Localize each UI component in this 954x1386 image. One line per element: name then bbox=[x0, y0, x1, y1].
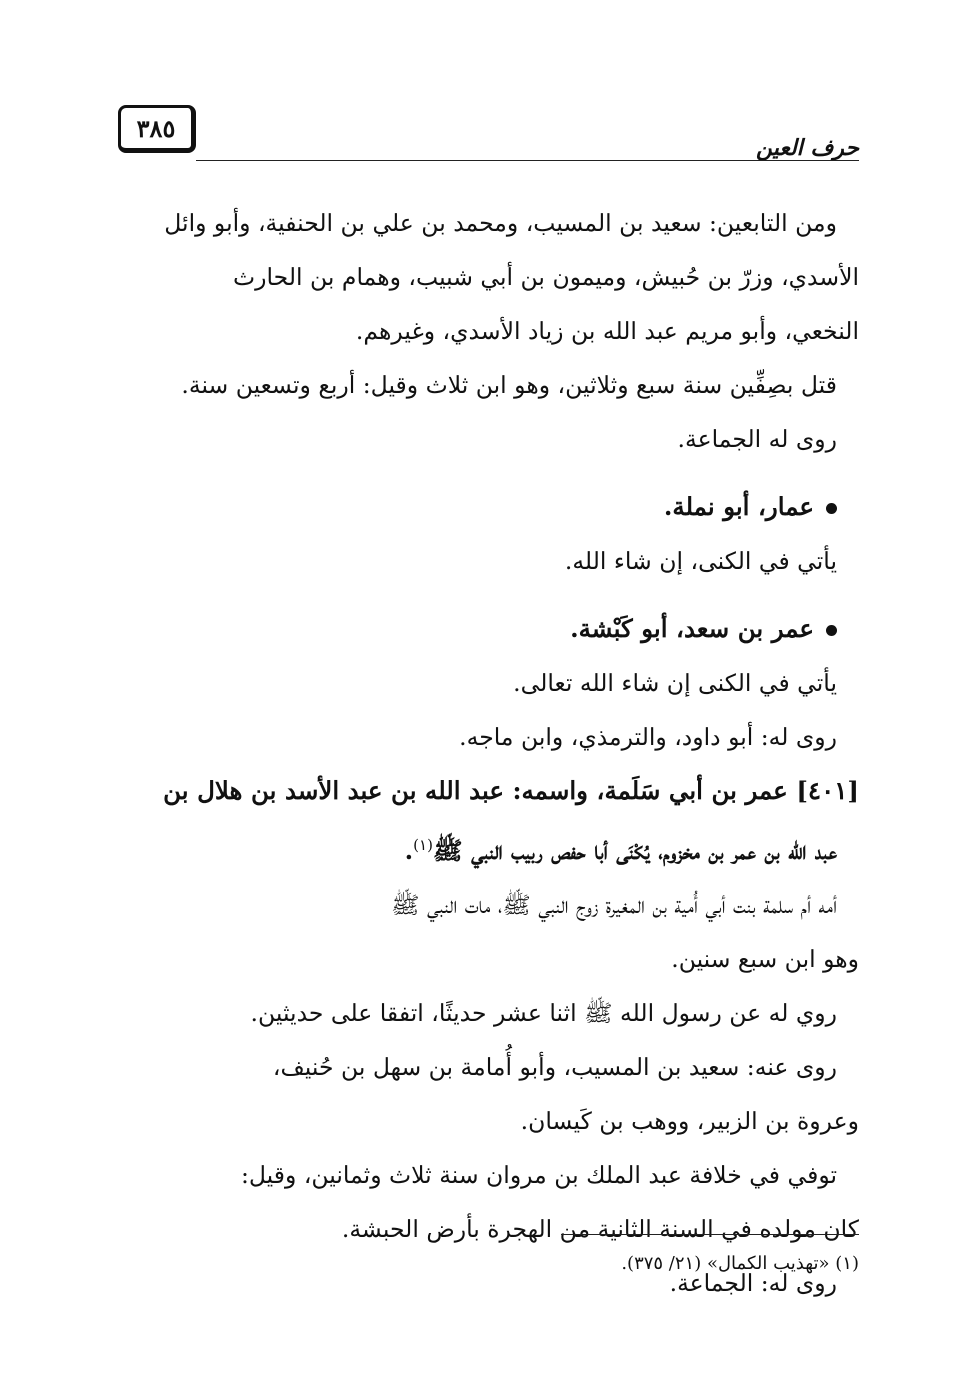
running-title: حرف العين bbox=[755, 135, 859, 161]
biography-heading-text: عبد الله بن عمر بن مخزوم، يُكْنَى أبا حفص ربيب النبي ﷺ bbox=[432, 836, 837, 866]
punctuation: . bbox=[404, 836, 414, 866]
text-line: روى له: أبو داود، والترمذي، وابن ماجه. bbox=[459, 723, 837, 751]
text-line: النخعي، وأبو مريم عبد الله بن زياد الأسدي، وغيرهم. bbox=[355, 317, 859, 345]
entry-heading-text: عمر بن سعد، أبو كَبْشة. bbox=[570, 614, 814, 643]
biography-heading bbox=[118, 818, 859, 878]
page-header bbox=[118, 105, 859, 165]
text-line: توفي في خلافة عبد الملك بن مروان سنة ثلاث وثمانين، وقيل: bbox=[240, 1161, 837, 1190]
entry-heading-text: عمار، أبو نملة. bbox=[663, 492, 814, 521]
text-line: يأتي في الكنى، إن شاء الله. bbox=[564, 547, 837, 575]
text-line: وعروة بن الزبير، ووهب بن كَيسان. bbox=[520, 1107, 859, 1136]
text-line: أمه أم سلمة بنت أبي أُمية بن المغيرة زوج النبي ﷺ، مات النبي ﷺ bbox=[391, 891, 837, 920]
text-line: يأتي في الكنى إن شاء الله تعالى. bbox=[513, 669, 837, 697]
text-line: كان مولده في السنة الثانية من الهجرة بأرض الحبشة. bbox=[341, 1215, 859, 1244]
header-rule bbox=[196, 160, 859, 161]
text-line: روى عنه: سعيد بن المسيب، وأبو أُمامة بن سهل بن حُنيف، bbox=[272, 1053, 837, 1082]
text-line: ومن التابعين: سعيد بن المسيب، ومحمد بن علي بن الحنفية، وأبو وائل bbox=[164, 209, 837, 237]
footnote-reference[interactable]: (١) bbox=[413, 836, 433, 854]
page-number: ٣٨٥ bbox=[118, 105, 196, 153]
footnote: (١) «تهذيب الكمال» (٢١/ ٣٧٥). bbox=[621, 1253, 859, 1274]
text-line: روى له: الجماعة. bbox=[669, 1269, 837, 1298]
text-line: قتل بصِفِّين سنة سبع وثلاثين، وهو ابن ثلاث وقيل: أربع وتسعين سنة. bbox=[181, 371, 837, 399]
text-line: روي له عن رسول الله ﷺ اثنا عشر حديثًا، اتفقا على حديثين. bbox=[250, 999, 837, 1028]
bullet-icon bbox=[826, 503, 837, 514]
entry-heading bbox=[118, 602, 859, 656]
entry-heading bbox=[118, 480, 859, 534]
text-line: وهو ابن سبع سنين. bbox=[671, 945, 859, 974]
text-line: روى له الجماعة. bbox=[677, 425, 837, 453]
footnote-rule bbox=[561, 1234, 859, 1235]
biography-heading: [٤٠١] عمر بن أبي سَلَمة، واسمه: عبد الله بن عبد الأسد بن هلال بن bbox=[163, 776, 859, 805]
main-text bbox=[118, 196, 859, 1310]
text-line: الأسدي، وزرّ بن حُبيش، وميمون بن أبي شبيب، وهمام بن الحارث bbox=[233, 263, 859, 291]
bullet-icon bbox=[826, 625, 837, 636]
